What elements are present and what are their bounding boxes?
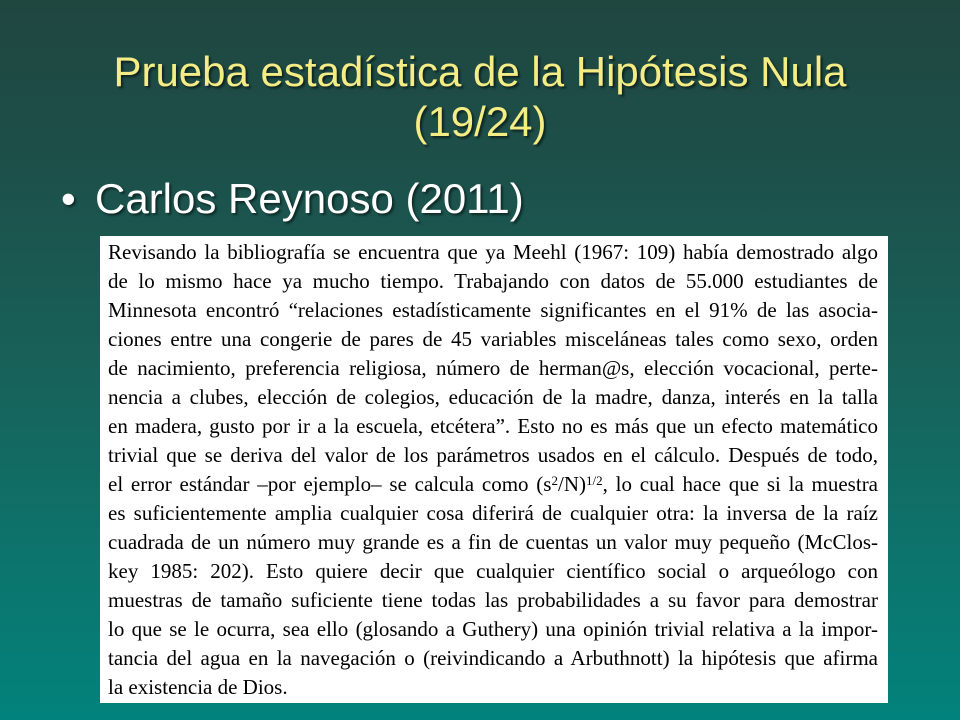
excerpt-line-14: lo que se le ocurra, sea ello (glosando a Guthery) una opinión trivial relativa a la impor- (108, 617, 878, 641)
bullet-item (0, 175, 960, 223)
excerpt-line-12: key 1985: 202). Esto quiere decir que cualquier científico social o arqueólogo con (108, 559, 878, 583)
superscript-exponent-2: 2 (551, 472, 558, 488)
excerpt-line-5: de nacimiento, preferencia religiosa, número de herman@s, elección vocacional, perte- (108, 356, 878, 380)
excerpt-line-2: de lo mismo hace ya mucho tiempo. Trabajando con datos de 55.000 estudiantes de (108, 269, 878, 293)
excerpt-line-11: cuadrada de un número muy grande es a fin de cuentas un valor muy pequeño (McClos- (108, 530, 878, 554)
excerpt-line-15: tancia del agua en la navegación o (reivindicando a Arbuthnott) la hipótesis que afirma (108, 646, 878, 670)
excerpt-line-3: Minnesota encontró “relaciones estadísticamente significantes en el 91% de las asocia- (108, 298, 878, 322)
excerpt-line-9 (108, 470, 878, 499)
excerpt-line-9-middle: /N) (558, 472, 586, 496)
bullet-marker: • (61, 175, 76, 222)
quoted-excerpt (100, 236, 888, 703)
excerpt-line-1: Revisando la bibliografía se encuentra que ya Meehl (1967: 109) había demostrado algo (108, 240, 878, 264)
slide-title (0, 47, 960, 147)
bullet-text: Carlos Reynoso (2011) (95, 175, 524, 222)
excerpt-line-6: nencia a clubes, elección de colegios, educación de la madre, danza, interés en la talla (108, 385, 878, 409)
slide-title-line-1: Prueba estadística de la Hipótesis Nula (113, 48, 847, 95)
slide-title-line-2: (19/24) (413, 98, 547, 145)
excerpt-line-9-before: el error estándar –por ejemplo– se calcula como (s (108, 472, 552, 496)
excerpt-line-7: en madera, gusto por ir a la escuela, etcétera”. Esto no es más que un efecto matemático (108, 414, 878, 438)
superscript-exponent-half: 1/2 (586, 472, 603, 488)
excerpt-line-10: es suficientemente amplia cualquier cosa diferirá de cualquier otra: la inversa de la raíz (108, 501, 878, 525)
excerpt-line-8: trivial que se deriva del valor de los parámetros usados en el cálculo. Después de todo, (108, 443, 878, 467)
excerpt-line-9-after: , lo cual hace que si la muestra (602, 472, 879, 496)
excerpt-line-4: ciones entre una congerie de pares de 45 variables misceláneas tales como sexo, orden (108, 327, 878, 351)
excerpt-line-16: la existencia de Dios. (108, 675, 288, 699)
excerpt-line-13: muestras de tamaño suficiente tiene todas las probabilidades a su favor para demostrar (108, 588, 878, 612)
